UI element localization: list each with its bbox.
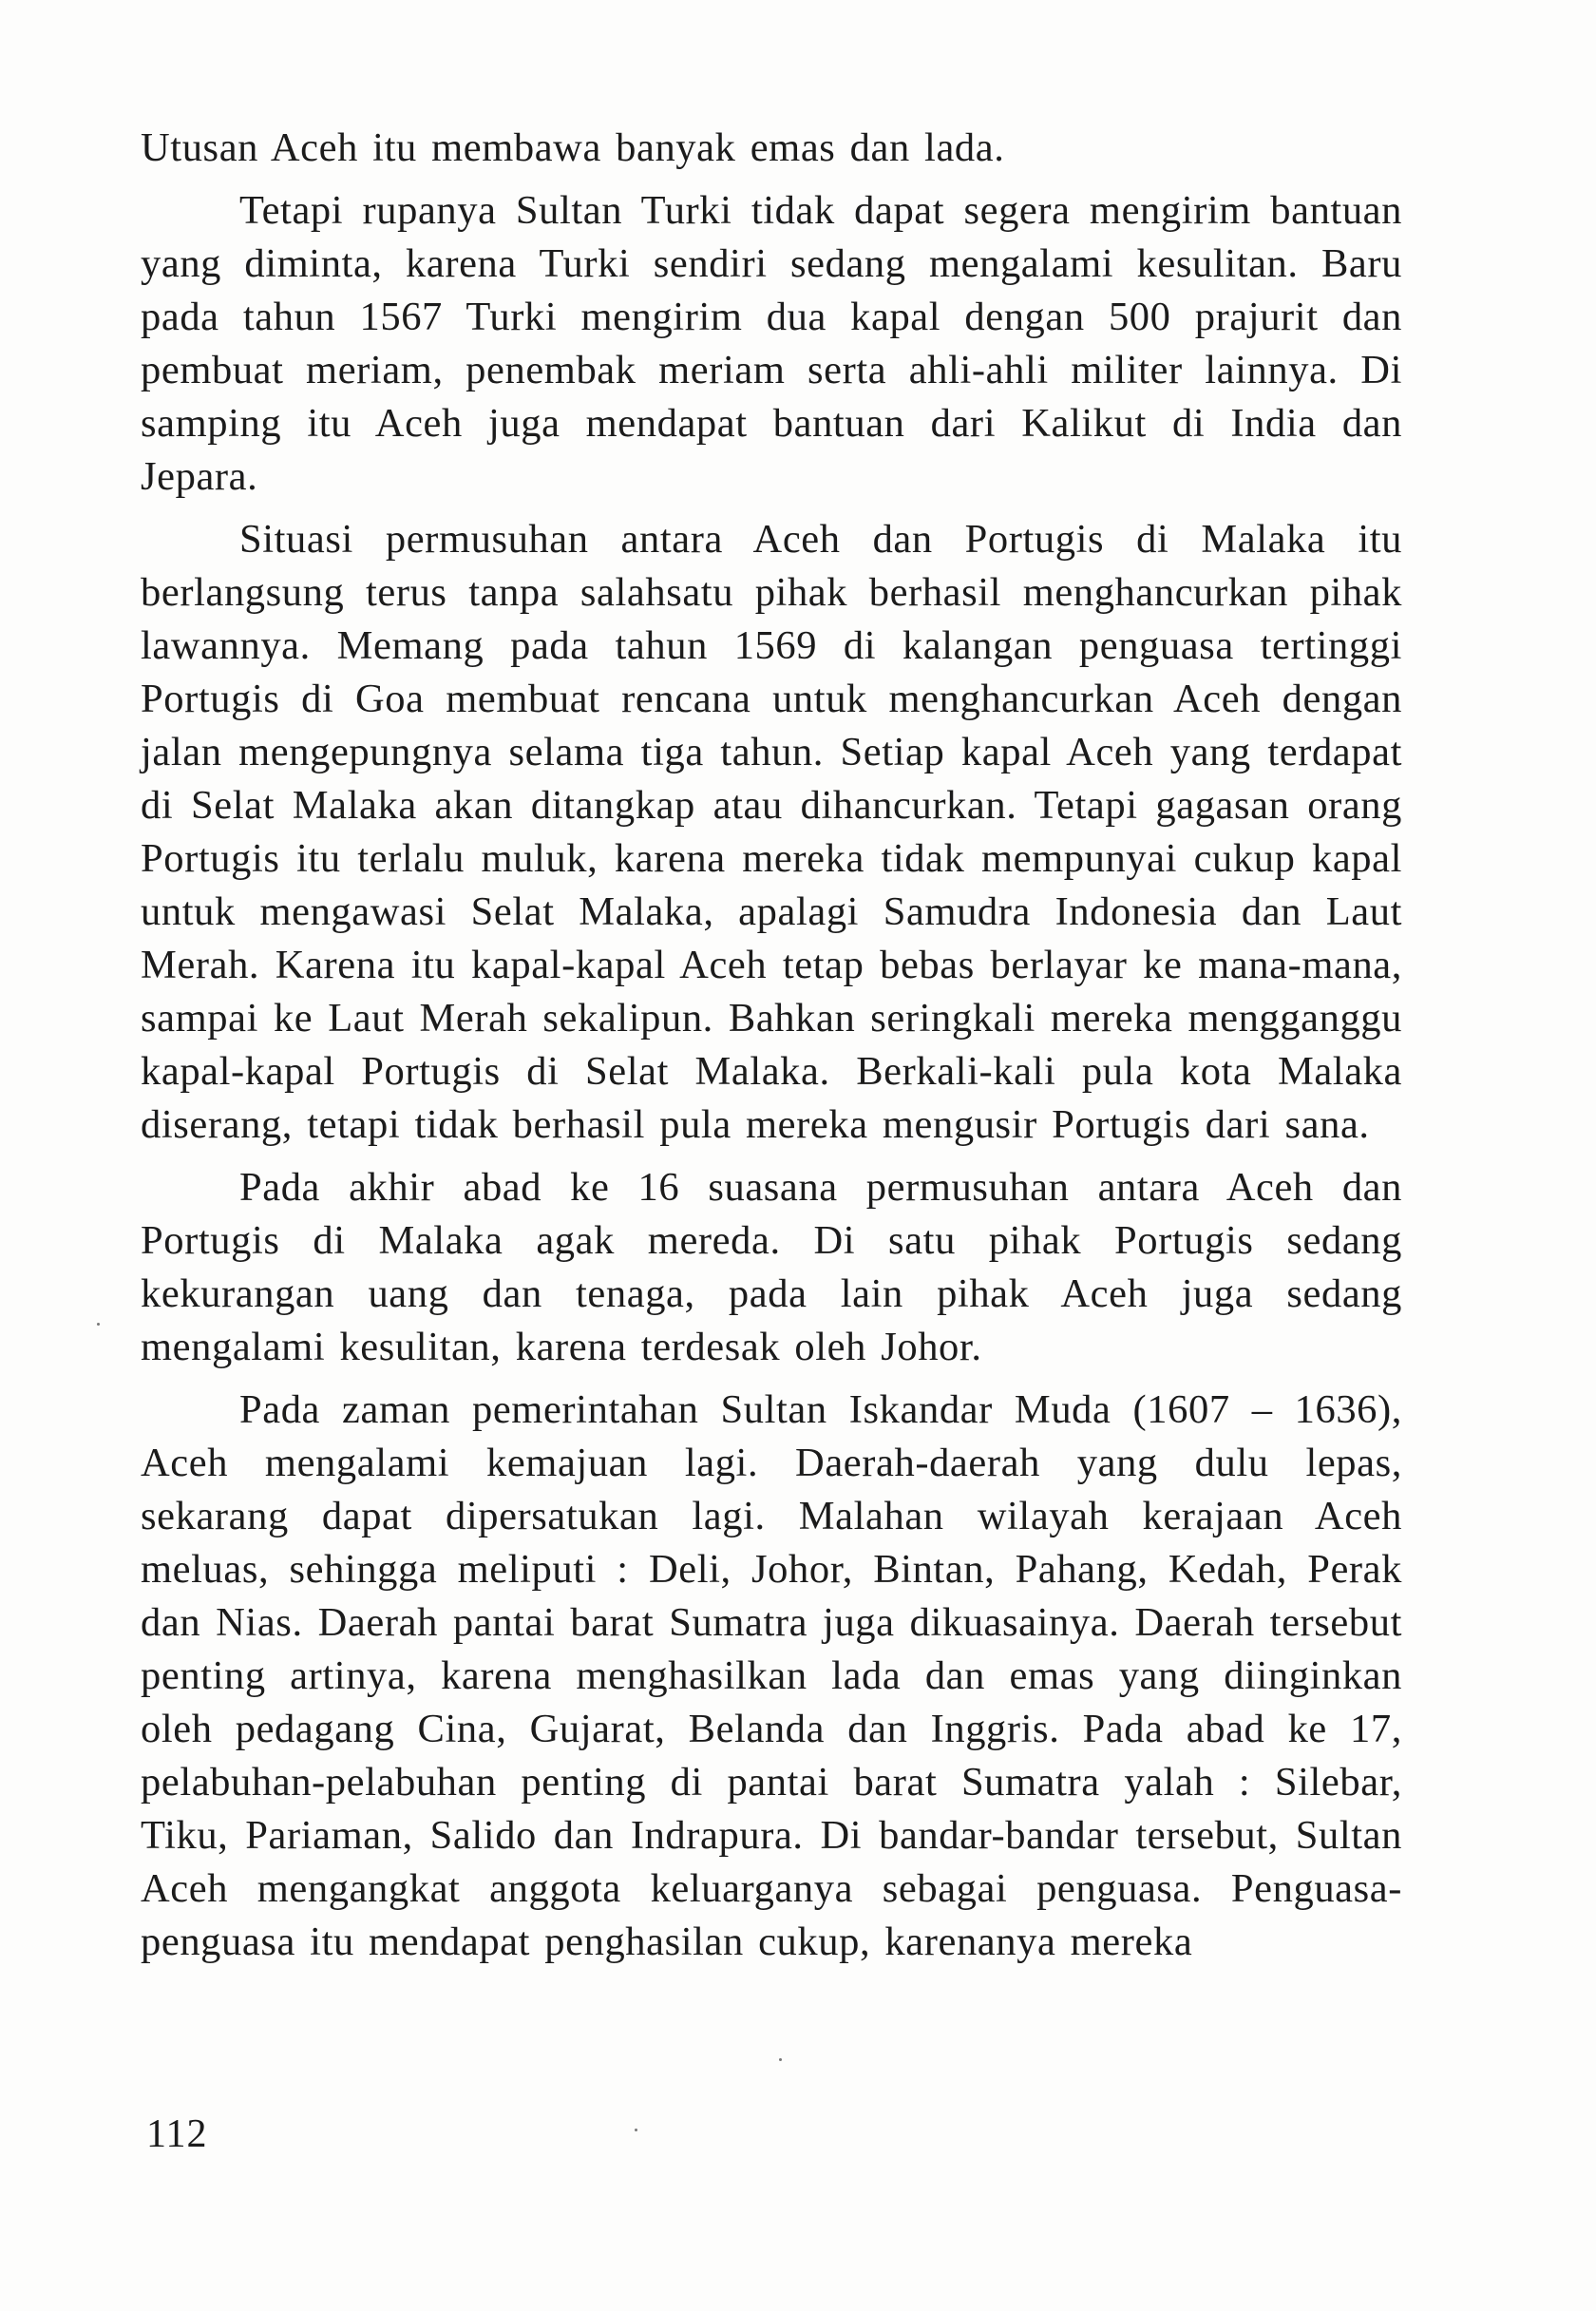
scan-speck [779, 2058, 782, 2061]
paragraph-4: Pada akhir abad ke 16 suasana permusuhan antara Aceh dan Portugis di Malaka agak mereda. Di satu pihak Portugis sedang kekurangan uang dan tenaga, pada lain pihak Aceh juga sedang mengalami kesulitan, karena terdesak oleh Johor. [141, 1165, 1402, 1369]
paragraph-2: Tetapi rupanya Sultan Turki tidak dapat segera mengirim bantuan yang diminta, karena Turki sendiri sedang mengalami kesulitan. Baru pada tahun 1567 Turki mengirim dua kapal dengan 500 prajurit dan pembuat meriam, penembak meriam serta ahli-ahli militer lainnya. Di samping itu Aceh juga mendapat bantuan dari Kalikut di India dan Jepara. [141, 188, 1402, 499]
scan-speck [97, 1323, 100, 1326]
paragraph-3: Situasi permusuhan antara Aceh dan Portugis di Malaka itu berlangsung terus tanpa salahsatu pihak berhasil menghancurkan pihak lawannya. Memang pada tahun 1569 di kalangan penguasa tertinggi Portugis di Goa membuat rencana untuk menghancurkan Aceh dengan jalan mengepungnya selama tiga tahun. Setiap kapal Aceh yang terdapat di Selat Malaka akan ditangkap atau dihancurkan. Tetapi gagasan orang Portugis itu terlalu muluk, karena mereka tidak mempunyai cukup kapal untuk mengawasi Selat Malaka, apalagi Samudra Indonesia dan Laut Merah. Karena itu kapal-kapal Aceh tetap bebas berlayar ke mana-mana, sampai ke Laut Merah sekalipun. Bahkan seringkali mereka mengganggu kapal-kapal Portugis di Selat Malaka. Berkali-kali pula kota Malaka diserang, tetapi tidak berhasil pula mereka mengusir Portugis dari sana. [141, 517, 1402, 1147]
paragraph-5: Pada zaman pemerintahan Sultan Iskandar Muda (1607 – 1636), Aceh mengalami kemajuan lagi. Daerah-daerah yang dulu lepas, sekarang dapat dipersatukan lagi. Malahan wilayah kerajaan Aceh meluas, sehingga meliputi : Deli, Johor, Bintan, Pahang, Kedah, Perak dan Nias. Daerah pantai barat Sumatra juga dikuasainya. Daerah tersebut penting artinya, karena menghasilkan lada dan emas yang diinginkan oleh pedagang Cina, Gujarat, Belanda dan Inggris. Pada abad ke 17, pelabuhan-pelabuhan penting di pantai barat Sumatra yalah : Silebar, Tiku, Pariaman, Salido dan Indrapura. Di bandar-bandar tersebut, Sultan Aceh mengangkat anggota keluarganya sebagai penguasa. Penguasa-penguasa itu mendapat penghasilan cukup, karenanya mereka [141, 1387, 1402, 1964]
scan-speck [635, 2129, 637, 2131]
page-body [141, 122, 1402, 1978]
paragraph-1: Utusan Aceh itu membawa banyak emas dan lada. [141, 125, 1005, 170]
page-number: 112 [146, 2112, 208, 2156]
